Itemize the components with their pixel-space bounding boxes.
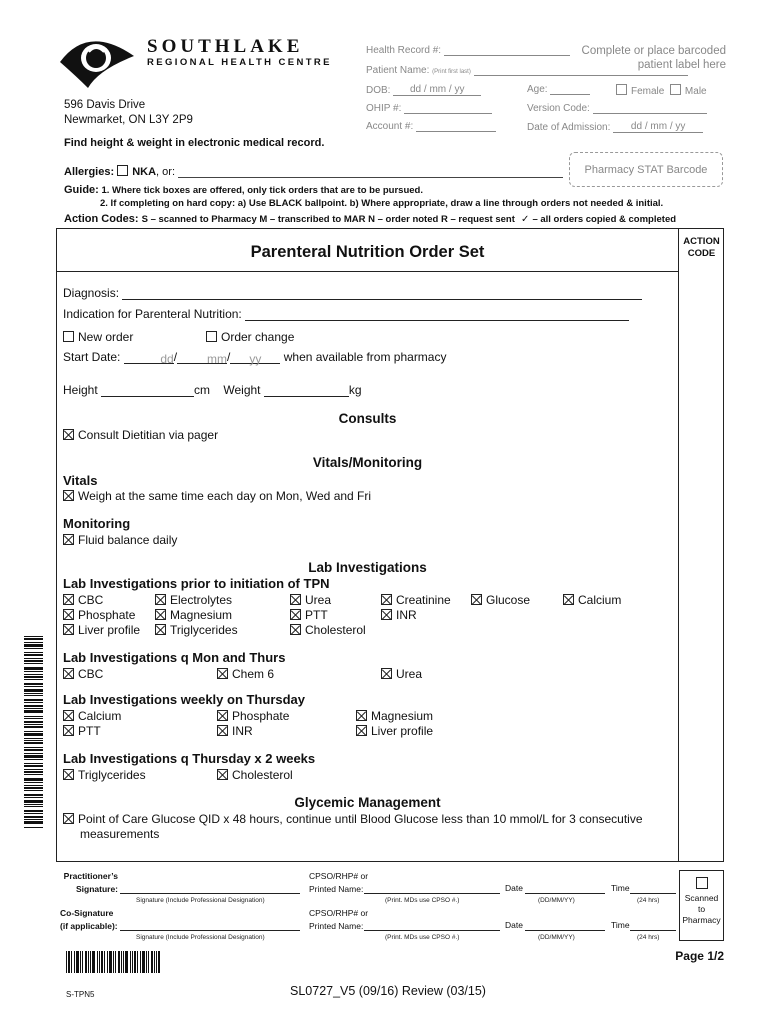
glycemic-item[interactable]: Point of Care Glucose QID x 48 hours, continue until Blood Glucose less than 10 mmol/L for 3 consecutive [63, 812, 643, 826]
checked-box-icon[interactable] [356, 725, 367, 736]
lab-two-weeks-subheading: Lab Investigations q Thursday x 2 weeks [63, 751, 316, 766]
time-hint: (24 hrs) [637, 897, 660, 904]
checked-box-icon[interactable] [563, 594, 574, 605]
checked-box-icon[interactable] [471, 594, 482, 605]
consults-heading: Consults [338, 411, 397, 426]
lab-weekly-subheading: Lab Investigations weekly on Thursday [63, 692, 306, 707]
lab-prior-creatinine[interactable]: Creatinine [381, 593, 451, 607]
lab-weekly-calcium[interactable]: Calcium [63, 709, 121, 723]
form-code: S-TPN5 [66, 990, 95, 999]
lab-prior-calcium[interactable]: Calcium [563, 593, 621, 607]
page-number: Page 1/2 [675, 949, 724, 963]
weigh-item[interactable]: Weigh at the same time each day on Mon, Wed and Fri [63, 489, 371, 503]
lab-weekly-liver-profile[interactable]: Liver profile [356, 724, 433, 738]
checked-box-icon[interactable] [381, 609, 392, 620]
checked-box-icon[interactable] [155, 609, 166, 620]
scanned-checkbox[interactable] [696, 877, 708, 889]
lab-prior-inr[interactable]: INR [381, 608, 417, 622]
lab-mt-urea[interactable]: Urea [381, 667, 422, 681]
ohip-field[interactable]: OHIP #: [366, 103, 492, 114]
checked-box-icon[interactable] [63, 710, 74, 721]
order-change-checkbox[interactable] [206, 331, 217, 342]
checked-box-icon[interactable] [217, 769, 228, 780]
indication-field[interactable]: Indication for Parenteral Nutrition: [63, 307, 629, 321]
vitals-monitoring-heading: Vitals/Monitoring [312, 455, 423, 470]
bottom-barcode-icon [66, 951, 160, 973]
cpso-label-2: CPSO/RHP# or Printed Name: [309, 908, 369, 931]
admission-date-field[interactable]: Date of Admission: dd / mm / yy [527, 121, 703, 133]
nka-checkbox[interactable] [117, 165, 128, 176]
lab-prior-magnesium[interactable]: Magnesium [155, 608, 232, 622]
brand-subtitle: REGIONAL HEALTH CENTRE [147, 57, 332, 68]
checked-box-icon[interactable] [290, 609, 301, 620]
order-change-option[interactable]: Order change [206, 330, 294, 344]
lab-2w-cholesterol[interactable]: Cholesterol [217, 768, 293, 782]
lab-investigations-heading: Lab Investigations [308, 560, 427, 575]
lab-prior-electrolytes[interactable]: Electrolytes [155, 593, 232, 607]
lab-prior-liver-profile[interactable]: Liver profile [63, 623, 140, 637]
sex-options[interactable]: Female Male [616, 84, 707, 97]
date-hint-2: (DD/MM/YY) [538, 934, 575, 941]
checked-box-icon[interactable] [63, 534, 74, 545]
lab-weekly-inr[interactable]: INR [217, 724, 253, 738]
lab-prior-glucose[interactable]: Glucose [471, 593, 530, 607]
checked-box-icon[interactable] [63, 594, 74, 605]
lab-weekly-magnesium[interactable]: Magnesium [356, 709, 433, 723]
checked-box-icon[interactable] [155, 624, 166, 635]
form-version: SL0727_V5 (09/16) Review (03/15) [290, 984, 486, 998]
guide-text: Guide: 1. Where tick boxes are offered, only tick orders that are to be pursued. 2. If completing on hard copy: a) Use BLACK ballpoint. b) Where appropriate, draw a line through orders not needed & initial. [64, 184, 664, 209]
cosignature-line[interactable] [120, 930, 300, 931]
dob-field[interactable]: DOB: dd / mm / yy [366, 84, 481, 96]
health-record-field[interactable]: Health Record #: [366, 45, 570, 56]
checked-box-icon[interactable] [63, 490, 74, 501]
checked-box-icon[interactable] [290, 594, 301, 605]
lab-weekly-phosphate[interactable]: Phosphate [217, 709, 289, 723]
lab-prior-ptt[interactable]: PTT [290, 608, 328, 622]
print-hint: (Print. MDs use CPSO #.) [385, 897, 460, 904]
lab-prior-urea[interactable]: Urea [290, 593, 331, 607]
checked-box-icon[interactable] [63, 429, 74, 440]
glycemic-item-cont: measurements [80, 827, 160, 841]
southlake-logo-icon [58, 30, 136, 90]
hospital-address: 596 Davis Drive Newmarket, ON L3Y 2P9 [64, 99, 193, 126]
lab-prior-cholesterol[interactable]: Cholesterol [290, 623, 366, 637]
barcode-note: Complete or place barcoded patient label here [581, 45, 726, 71]
lab-weekly-ptt[interactable]: PTT [63, 724, 101, 738]
date-label: Date [505, 883, 523, 893]
printed-name-line-2[interactable] [364, 930, 500, 931]
monitoring-subheading: Monitoring [63, 516, 131, 531]
pharmacy-stat-barcode-box: Pharmacy STAT Barcode [569, 152, 723, 187]
allergies-input[interactable] [178, 167, 563, 178]
checked-box-icon[interactable] [217, 668, 228, 679]
checked-box-icon[interactable] [217, 725, 228, 736]
action-codes-legend: Action Codes: S – scanned to Pharmacy M – transcribed to MAR N – order noted R – request sent ✓ – all orders copied & completed [64, 213, 677, 225]
lab-mt-chem6[interactable]: Chem 6 [217, 667, 274, 681]
lab-mt-cbc[interactable]: CBC [63, 667, 103, 681]
cosignature-label: Co-Signature (if applicable): [60, 908, 118, 931]
allergies-row: Allergies: NKA, or: [64, 165, 563, 178]
action-code-header: ACTION CODE [683, 236, 720, 259]
brand-name: SOUTHLAKE [147, 36, 304, 57]
cpso-label: CPSO/RHP# or Printed Name: [309, 871, 369, 894]
print-hint-2: (Print. MDs use CPSO #.) [385, 934, 460, 941]
checked-box-icon[interactable] [155, 594, 166, 605]
checked-box-icon[interactable] [356, 710, 367, 721]
checked-box-icon[interactable] [217, 710, 228, 721]
patient-name-field[interactable]: Patient Name: (Print first last) [366, 65, 688, 76]
scanned-to-pharmacy-box[interactable]: Scanned to Pharmacy [679, 870, 724, 941]
side-barcode-icon [24, 636, 43, 828]
date-label-2: Date [505, 920, 523, 930]
glycemic-heading: Glycemic Management [294, 795, 441, 810]
lab-mon-thurs-subheading: Lab Investigations q Mon and Thurs [63, 650, 286, 665]
date-line-2[interactable] [525, 930, 605, 931]
checked-box-icon[interactable] [63, 769, 74, 780]
checked-box-icon[interactable] [290, 624, 301, 635]
time-line-2[interactable] [630, 930, 676, 931]
time-hint-2: (24 hrs) [637, 934, 660, 941]
time-label-2: Time [611, 920, 630, 930]
checked-box-icon[interactable] [63, 725, 74, 736]
new-order-checkbox[interactable] [63, 331, 74, 342]
checked-box-icon[interactable] [63, 813, 74, 824]
new-order-option[interactable]: New order [63, 330, 133, 344]
checked-box-icon[interactable] [63, 668, 74, 679]
checked-box-icon[interactable] [381, 594, 392, 605]
lab-prior-cbc[interactable]: CBC [63, 593, 103, 607]
checked-box-icon[interactable] [381, 668, 392, 679]
time-label: Time [611, 883, 630, 893]
age-field[interactable]: Age: [527, 84, 590, 95]
height-weight-fields[interactable]: Height cm Weight kg [63, 383, 362, 397]
diagnosis-field[interactable]: Diagnosis: [63, 286, 642, 300]
lab-prior-triglycerides[interactable]: Triglycerides [155, 623, 238, 637]
checked-box-icon[interactable] [63, 624, 74, 635]
date-line[interactable] [525, 893, 605, 894]
consult-dietitian-item[interactable]: Consult Dietitian via pager [63, 428, 218, 442]
form-title: Parenteral Nutrition Order Set [250, 243, 485, 261]
checked-box-icon[interactable] [63, 609, 74, 620]
date-hint: (DD/MM/YY) [538, 897, 575, 904]
find-height-weight-note: Find height & weight in electronic medical record. [64, 137, 325, 149]
lab-prior-subheading: Lab Investigations prior to initiation of TPN [63, 576, 330, 591]
sig-hint-2: Signature (Include Professional Designation) [136, 934, 265, 941]
time-line[interactable] [630, 893, 676, 894]
vitals-subheading: Vitals [63, 473, 98, 488]
action-column-divider [678, 228, 679, 862]
practitioner-signature-line[interactable] [120, 893, 300, 894]
fluid-balance-item[interactable]: Fluid balance daily [63, 533, 177, 547]
account-field[interactable]: Account #: [366, 121, 496, 132]
lab-2w-triglycerides[interactable]: Triglycerides [63, 768, 146, 782]
title-divider [56, 271, 679, 272]
practitioner-label: Practitioner’s Signature: [63, 871, 118, 894]
printed-name-line[interactable] [364, 893, 500, 894]
version-code-field[interactable]: Version Code: [527, 103, 707, 114]
start-date-field[interactable]: Start Date: dd/ mm/ yy when available from pharmacy [63, 350, 447, 366]
sig-hint: Signature (Include Professional Designation) [136, 897, 265, 904]
lab-prior-phosphate[interactable]: Phosphate [63, 608, 135, 622]
